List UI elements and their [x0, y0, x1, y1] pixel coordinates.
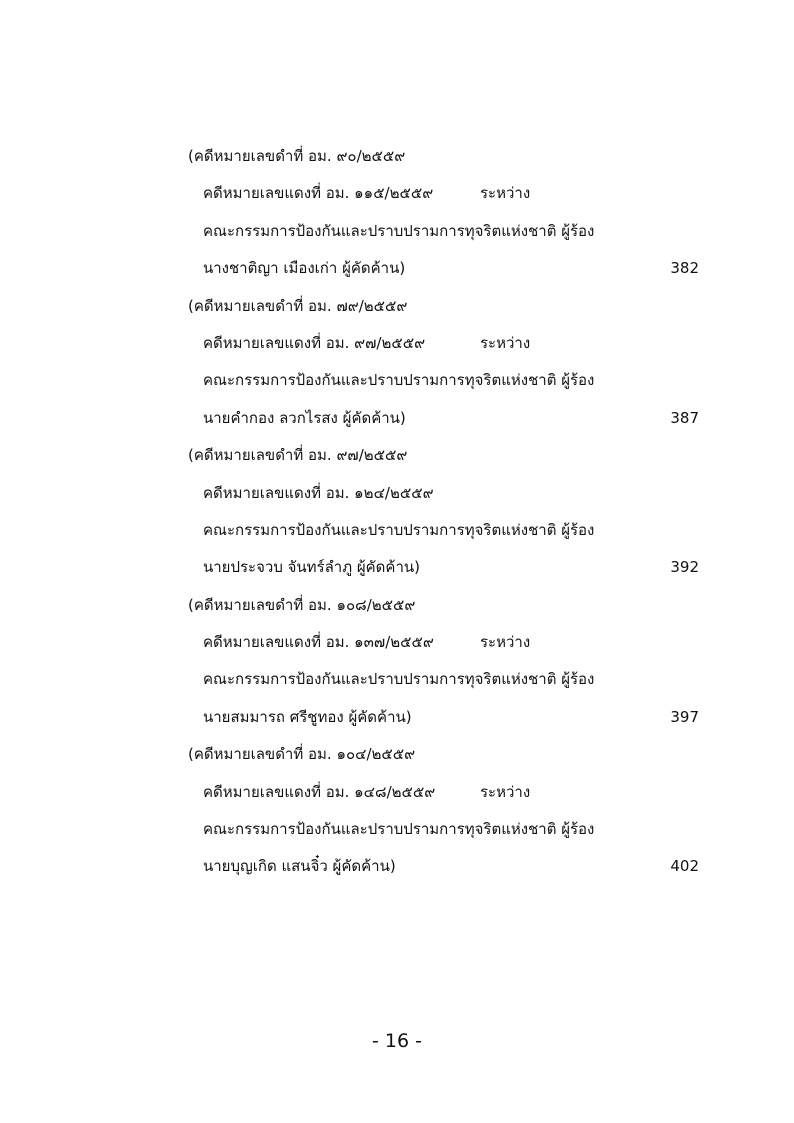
- red-case-number: คดีหมายเลขแดงที่ อม. ๑๔๘/๒๕๕๙: [203, 782, 436, 801]
- defendant-line: นายคำกอง ลวกไรสง ผู้คัดค้าน): [203, 408, 406, 427]
- defendant-line: นายบุญเกิด แสนจิ๋ว ผู้คัดค้าน): [203, 857, 396, 876]
- red-case-number: คดีหมายเลขแดงที่ อม. ๑๓๗/๒๕๕๙: [203, 633, 434, 652]
- defendant-line: นายประจวบ จันทร์ลำภู ผู้คัดค้าน): [203, 558, 420, 577]
- between-label: ระหว่าง: [480, 633, 531, 652]
- black-case-number: (คดีหมายเลขดำที่ อม. ๑๐๔/๒๕๕๙: [188, 745, 416, 764]
- between-label: ระหว่าง: [480, 333, 531, 352]
- black-case-number: (คดีหมายเลขดำที่ อม. ๗๙/๒๕๕๙: [188, 296, 408, 315]
- page-reference: 382: [670, 259, 699, 278]
- case-entry: [0, 736, 794, 886]
- case-entry: [0, 437, 794, 587]
- page-reference: 392: [670, 558, 699, 577]
- between-label: ระหว่าง: [480, 184, 531, 203]
- red-case-number: คดีหมายเลขแดงที่ อม. ๑๒๔/๒๕๕๙: [203, 483, 434, 502]
- plaintiff-line: คณะกรรมการป้องกันและปราบปรามการทุจริตแห่งชาติ ผู้ร้อง: [203, 520, 595, 539]
- defendant-line: นายสมมารถ ศรีชูทอง ผู้คัดค้าน): [203, 707, 412, 726]
- case-entry: [0, 587, 794, 737]
- case-index-list: [0, 138, 794, 886]
- between-label: ระหว่าง: [480, 782, 531, 801]
- page-reference: 387: [670, 408, 699, 427]
- plaintiff-line: คณะกรรมการป้องกันและปราบปรามการทุจริตแห่งชาติ ผู้ร้อง: [203, 670, 595, 689]
- case-entry: [0, 138, 794, 288]
- case-entry: [0, 288, 794, 438]
- black-case-number: (คดีหมายเลขดำที่ อม. ๙๐/๒๕๕๙: [188, 147, 406, 165]
- black-case-number: (คดีหมายเลขดำที่ อม. ๑๐๘/๒๕๕๙: [188, 595, 416, 614]
- red-case-number: คดีหมายเลขแดงที่ อม. ๑๑๕/๒๕๕๙: [203, 184, 434, 203]
- plaintiff-line: คณะกรรมการป้องกันและปราบปรามการทุจริตแห่งชาติ ผู้ร้อง: [203, 221, 595, 240]
- page-reference: 402: [670, 857, 699, 876]
- plaintiff-line: คณะกรรมการป้องกันและปราบปรามการทุจริตแห่งชาติ ผู้ร้อง: [203, 371, 595, 390]
- defendant-line: นางชาติญา เมืองเก่า ผู้คัดค้าน): [203, 259, 406, 278]
- plaintiff-line: คณะกรรมการป้องกันและปราบปรามการทุจริตแห่งชาติ ผู้ร้อง: [203, 820, 595, 839]
- red-case-number: คดีหมายเลขแดงที่ อม. ๙๗/๒๕๕๙: [203, 333, 426, 352]
- page-reference: 397: [670, 707, 699, 726]
- black-case-number: (คดีหมายเลขดำที่ อม. ๙๗/๒๕๕๙: [188, 446, 408, 465]
- page-number-footer: - 16 -: [372, 1030, 422, 1052]
